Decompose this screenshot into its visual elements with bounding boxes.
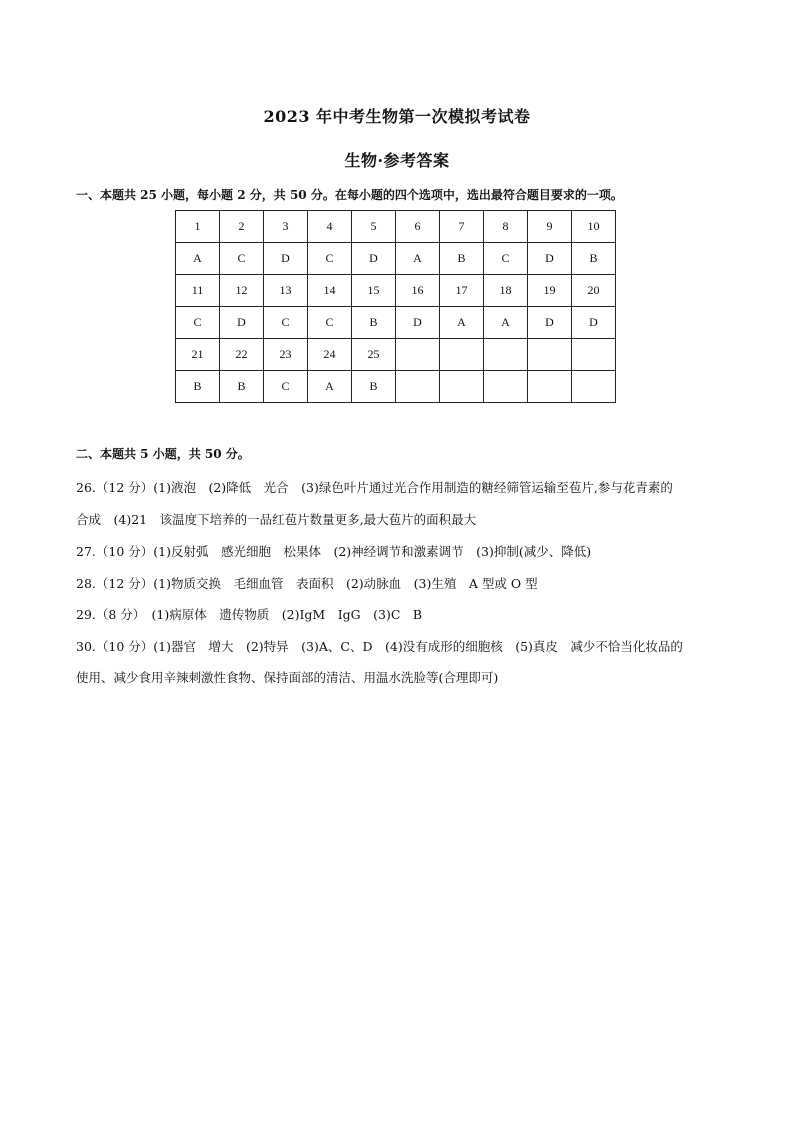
table-cell: 22: [220, 339, 264, 371]
table-row: [176, 307, 616, 339]
table-cell: 2: [220, 211, 264, 243]
table-cell: [572, 339, 616, 371]
table-cell: 25: [352, 339, 396, 371]
table-cell: C: [484, 243, 528, 275]
table-cell: A: [176, 243, 220, 275]
table-cell: 9: [528, 211, 572, 243]
table-cell: [396, 371, 440, 403]
table-cell: 17: [440, 275, 484, 307]
answer-line-30a: 30.（10 分）(1)器官 增大 (2)特异 (3)A、C、D (4)没有成形的细胞核 (5)真皮 减少不恰当化妆品的: [76, 639, 683, 654]
table-cell: 10: [572, 211, 616, 243]
table-cell: B: [572, 243, 616, 275]
table-cell: [484, 339, 528, 371]
table-cell: 16: [396, 275, 440, 307]
table-cell: C: [176, 307, 220, 339]
table-cell: D: [220, 307, 264, 339]
table-cell: 12: [220, 275, 264, 307]
table-cell: [484, 371, 528, 403]
table-cell: B: [352, 307, 396, 339]
table-cell: B: [352, 371, 396, 403]
table-cell: A: [308, 371, 352, 403]
answer-line-27: 27.（10 分）(1)反射弧 感光细胞 松果体 (2)神经调节和激素调节 (3)抑制(减少、降低): [76, 544, 592, 559]
table-row: [176, 211, 616, 243]
table-row: [176, 243, 616, 275]
table-cell: 5: [352, 211, 396, 243]
table-cell: 14: [308, 275, 352, 307]
table-cell: 19: [528, 275, 572, 307]
table-cell: A: [396, 243, 440, 275]
section1-heading: 一、本题共 25 小题，每小题 2 分，共 50 分。在每小题的四个选项中，选出最符合题目要求的一项。: [76, 188, 623, 202]
table-cell: B: [176, 371, 220, 403]
table-cell: 23: [264, 339, 308, 371]
table-cell: [440, 339, 484, 371]
table-cell: D: [264, 243, 308, 275]
table-cell: 20: [572, 275, 616, 307]
answer-line-26a: 26.（12 分）(1)液泡 (2)降低 光合 (3)绿色叶片通过光合作用制造的糖经筛管运输至苞片,参与花青素的: [76, 480, 673, 495]
answer-line-29: 29.（8 分） (1)病原体 遗传物质 (2)IgM IgG (3)C B: [76, 607, 423, 622]
table-cell: 11: [176, 275, 220, 307]
table-cell: 18: [484, 275, 528, 307]
table-cell: 13: [264, 275, 308, 307]
table-cell: B: [220, 371, 264, 403]
table-cell: [528, 371, 572, 403]
table-cell: 24: [308, 339, 352, 371]
table-cell: [440, 371, 484, 403]
table-cell: C: [308, 243, 352, 275]
table-cell: 21: [176, 339, 220, 371]
table-cell: [528, 339, 572, 371]
table-cell: 7: [440, 211, 484, 243]
table-cell: D: [396, 307, 440, 339]
table-row: [176, 371, 616, 403]
table-cell: D: [572, 307, 616, 339]
table-cell: 15: [352, 275, 396, 307]
table-cell: 1: [176, 211, 220, 243]
page-subtitle: 生物·参考答案: [344, 151, 450, 170]
table-cell: D: [352, 243, 396, 275]
answer-line-30b: 使用、减少食用辛辣刺激性食物、保持面部的清洁、用温水洗脸等(合理即可): [76, 670, 499, 685]
page-title: 2023 年中考生物第一次模拟考试卷: [263, 107, 531, 126]
table-cell: 8: [484, 211, 528, 243]
table-cell: B: [440, 243, 484, 275]
table-cell: [572, 371, 616, 403]
table-cell: C: [308, 307, 352, 339]
table-cell: D: [528, 243, 572, 275]
table-cell: [396, 339, 440, 371]
table-cell: 3: [264, 211, 308, 243]
answer-table: [175, 210, 616, 403]
table-cell: 4: [308, 211, 352, 243]
table-cell: A: [484, 307, 528, 339]
table-cell: C: [220, 243, 264, 275]
answer-line-26b: 合成 (4)21 该温度下培养的一品红苞片数量更多,最大苞片的面积最大: [76, 512, 477, 527]
table-cell: 6: [396, 211, 440, 243]
table-cell: D: [528, 307, 572, 339]
section2-heading: 二、本题共 5 小题，共 50 分。: [76, 447, 250, 461]
table-row: [176, 275, 616, 307]
table-cell: C: [264, 307, 308, 339]
answer-line-28: 28.（12 分）(1)物质交换 毛细血管 表面积 (2)动脉血 (3)生殖 A 型或 O 型: [76, 576, 538, 591]
table-cell: C: [264, 371, 308, 403]
table-row: [176, 339, 616, 371]
table-cell: A: [440, 307, 484, 339]
